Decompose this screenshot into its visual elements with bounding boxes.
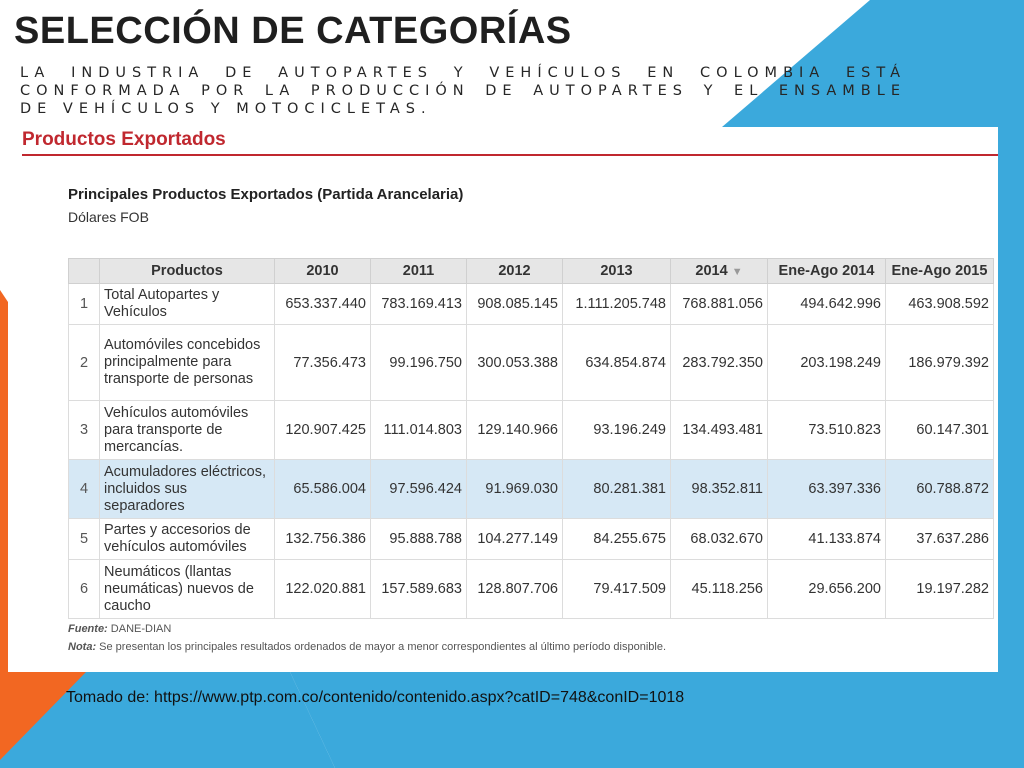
col-header-productos[interactable]: Productos bbox=[100, 259, 275, 284]
row-product-name: Neumáticos (llantas neumáticas) nuevos de caucho bbox=[100, 560, 275, 619]
table-header-row bbox=[69, 259, 994, 284]
cell-2010: 120.907.425 bbox=[275, 401, 371, 460]
cell-2012: 300.053.388 bbox=[467, 325, 563, 401]
col-header-2013[interactable]: 2013 bbox=[563, 259, 671, 284]
table-row bbox=[69, 325, 994, 401]
cell-ene-ago-2015: 37.637.286 bbox=[886, 519, 994, 560]
table-unit: Dólares FOB bbox=[68, 209, 149, 225]
row-product-name: Partes y accesorios de vehículos automóviles bbox=[100, 519, 275, 560]
cell-2010: 65.586.004 bbox=[275, 460, 371, 519]
cell-2012: 104.277.149 bbox=[467, 519, 563, 560]
col-header-ene-ago-2014[interactable]: Ene-Ago 2014 bbox=[768, 259, 886, 284]
cell-ene-ago-2014: 73.510.823 bbox=[768, 401, 886, 460]
table-row bbox=[69, 401, 994, 460]
row-product-name: Acumuladores eléctricos, incluidos sus separadores bbox=[100, 460, 275, 519]
table-row bbox=[69, 560, 994, 619]
col-header-2011[interactable]: 2011 bbox=[371, 259, 467, 284]
nota-text: Se presentan los principales resultados ordenados de mayor a menor correspondientes al último período disponible. bbox=[99, 641, 667, 653]
cell-ene-ago-2014: 203.198.249 bbox=[768, 325, 886, 401]
cell-ene-ago-2015: 60.788.872 bbox=[886, 460, 994, 519]
row-product-name: Automóviles concebidos principalmente para transporte de personas bbox=[100, 325, 275, 401]
row-index: 6 bbox=[69, 560, 100, 619]
row-index: 3 bbox=[69, 401, 100, 460]
fuente-label: Fuente: bbox=[68, 623, 108, 635]
cell-ene-ago-2014: 494.642.996 bbox=[768, 284, 886, 325]
cell-2010: 653.337.440 bbox=[275, 284, 371, 325]
table-row bbox=[69, 284, 994, 325]
col-header-ene-ago-2015[interactable]: Ene-Ago 2015 bbox=[886, 259, 994, 284]
cell-ene-ago-2015: 463.908.592 bbox=[886, 284, 994, 325]
cell-2010: 77.356.473 bbox=[275, 325, 371, 401]
cell-2012: 128.807.706 bbox=[467, 560, 563, 619]
cell-2011: 111.014.803 bbox=[371, 401, 467, 460]
cell-2014: 98.352.811 bbox=[671, 460, 768, 519]
cell-ene-ago-2015: 186.979.392 bbox=[886, 325, 994, 401]
row-index: 4 bbox=[69, 460, 100, 519]
source-citation: Tomado de: https://www.ptp.com.co/contenido/contenido.aspx?catID=748&conID=1018 bbox=[66, 689, 685, 706]
cell-2014: 134.493.481 bbox=[671, 401, 768, 460]
cell-2013: 84.255.675 bbox=[563, 519, 671, 560]
table-title: Principales Productos Exportados (Partida Arancelaria) bbox=[68, 186, 464, 203]
footnote bbox=[68, 641, 666, 653]
cell-2012: 908.085.145 bbox=[467, 284, 563, 325]
sort-desc-icon: ▼ bbox=[731, 266, 743, 278]
cell-2013: 634.854.874 bbox=[563, 325, 671, 401]
row-index: 1 bbox=[69, 284, 100, 325]
row-product-name: Vehículos automóviles para transporte de mercancías. bbox=[100, 401, 275, 460]
cell-2014: 45.118.256 bbox=[671, 560, 768, 619]
col-header-index bbox=[69, 259, 100, 284]
cell-2013: 93.196.249 bbox=[563, 401, 671, 460]
screenshot-panel bbox=[8, 127, 998, 672]
cell-2010: 132.756.386 bbox=[275, 519, 371, 560]
col-header-2014-label: 2014 bbox=[695, 263, 728, 279]
cell-2013: 80.281.381 bbox=[563, 460, 671, 519]
cell-2014: 68.032.670 bbox=[671, 519, 768, 560]
cell-ene-ago-2014: 41.133.874 bbox=[768, 519, 886, 560]
cell-ene-ago-2014: 29.656.200 bbox=[768, 560, 886, 619]
cell-2011: 95.888.788 bbox=[371, 519, 467, 560]
panel-heading: Productos Exportados bbox=[22, 129, 226, 150]
orange-bar-left bbox=[0, 290, 8, 672]
cell-2013: 1.111.205.748 bbox=[563, 284, 671, 325]
cell-2012: 129.140.966 bbox=[467, 401, 563, 460]
nota-label: Nota: bbox=[68, 641, 97, 653]
col-header-2010[interactable]: 2010 bbox=[275, 259, 371, 284]
table-row bbox=[69, 519, 994, 560]
slide-title: SELECCIÓN DE CATEGORÍAS bbox=[14, 10, 572, 52]
col-header-2014[interactable] bbox=[671, 259, 768, 284]
row-index: 2 bbox=[69, 325, 100, 401]
cell-2014: 768.881.056 bbox=[671, 284, 768, 325]
row-product-name: Total Autopartes y Vehículos bbox=[100, 284, 275, 325]
cell-2014: 283.792.350 bbox=[671, 325, 768, 401]
table-row-highlighted bbox=[69, 460, 994, 519]
cell-2011: 157.589.683 bbox=[371, 560, 467, 619]
cell-2011: 783.169.413 bbox=[371, 284, 467, 325]
cell-ene-ago-2015: 60.147.301 bbox=[886, 401, 994, 460]
cell-2012: 91.969.030 bbox=[467, 460, 563, 519]
cell-ene-ago-2015: 19.197.282 bbox=[886, 560, 994, 619]
exports-table bbox=[68, 258, 994, 619]
fuente-text: DANE-DIAN bbox=[110, 623, 172, 635]
col-header-2012[interactable]: 2012 bbox=[467, 259, 563, 284]
cell-2013: 79.417.509 bbox=[563, 560, 671, 619]
cell-2011: 97.596.424 bbox=[371, 460, 467, 519]
cell-2010: 122.020.881 bbox=[275, 560, 371, 619]
cell-2011: 99.196.750 bbox=[371, 325, 467, 401]
source-note bbox=[68, 623, 171, 635]
heading-divider bbox=[22, 154, 998, 156]
slide-subtitle: LA INDUSTRIA DE AUTOPARTES Y VEHÍCULOS EN COLOMBIA ESTÁ CONFORMADA POR LA PRODUCCIÓN DE AUTOPARTES Y EL ENSAMBLE DE VEHÍCULOS Y MOTOCICLETAS. bbox=[20, 65, 906, 117]
row-index: 5 bbox=[69, 519, 100, 560]
cell-ene-ago-2014: 63.397.336 bbox=[768, 460, 886, 519]
